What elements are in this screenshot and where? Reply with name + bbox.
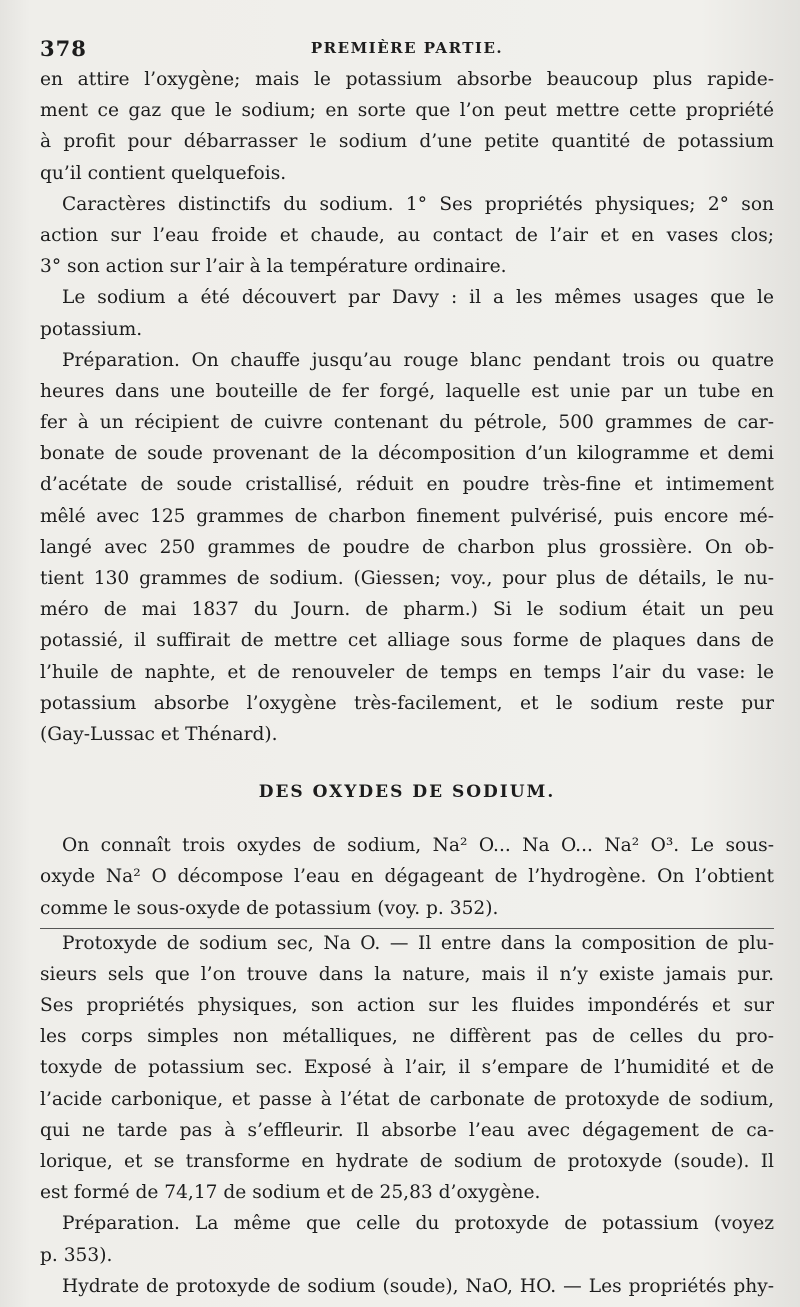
text-line: toxyde de potassium sec. Exposé à l’air, il s’empare de l’humidité et de: [40, 1057, 774, 1079]
section-heading: DES OXYDES DE SODIUM.: [258, 782, 556, 803]
text-line: en attire l’oxygène; mais le potassium absorbe beaucoup plus rapide-: [40, 69, 774, 90]
page-header: [40, 36, 774, 60]
text-line: mêlé avec 125 grammes de charbon finement pulvérisé, puis encore mé-: [40, 505, 774, 527]
text-line: tient 130 grammes de sodium. (Giessen; voy., pour plus de détails, le nu-: [40, 568, 774, 589]
text-line: heures dans une bouteille de fer forgé, laquelle est unie par un tube en: [40, 380, 774, 402]
page-body: [40, 64, 774, 1302]
text-line: l’acide carbonique, et passe à l’état de carbonate de protoxyde de sodium,: [40, 1088, 774, 1110]
text-line: (Gay-Lussac et Thénard).: [40, 723, 278, 745]
text-line: Hydrate de protoxyde de sodium (soude), NaO, HO. — Les propriétés phy-: [62, 1275, 774, 1297]
text-line: sieurs sels que l’on trouve dans la nature, mais il n’y existe jamais pur.: [40, 963, 774, 985]
text-line: Le sodium a été découvert par Davy : il a les mêmes usages que le: [62, 287, 774, 309]
text-line: action sur l’eau froide et chaude, au contact de l’air et en vases clos;: [40, 224, 774, 246]
text-line: méro de mai 1837 du Journ. de pharm.) Si le sodium était un peu: [40, 599, 774, 621]
text-line: Préparation. On chauffe jusqu’au rouge blanc pendant trois ou quatre: [62, 349, 774, 371]
text-line: oxyde Na² O décompose l’eau en dégageant de l’hydrogène. On l’obtient: [40, 866, 774, 888]
text-line: On connaît trois oxydes de sodium, Na² O... Na O... Na² O³. Le sous-: [62, 835, 774, 857]
text-line: qui ne tarde pas à s’effleurir. Il absorbe l’eau avec dégagement de ca-: [40, 1119, 774, 1141]
text-line: potassium.: [40, 318, 143, 340]
page-number: 378: [40, 36, 87, 61]
text-line: comme le sous-oxyde de potassium (voy. p. 352).: [40, 897, 499, 919]
text-line: Caractères distinctifs du sodium. 1° Ses propriétés physiques; 2° son: [62, 193, 774, 215]
text-line: fer à un récipient de cuivre contenant du pétrole, 500 grammes de car-: [40, 412, 774, 434]
text-line: Protoxyde de sodium sec, Na O. — Il entre dans la composition de plu-: [62, 932, 774, 954]
text-line: les corps simples non métalliques, ne diffèrent pas de celles du pro-: [40, 1026, 774, 1048]
text-line: Ses propriétés physiques, son action sur les fluides impondérés et sur: [40, 995, 774, 1017]
text-line: potassié, il suffirait de mettre cet alliage sous forme de plaques dans de: [40, 630, 774, 652]
text-line: ment ce gaz que le sodium; en sorte que l’on peut mettre cette propriété: [40, 100, 774, 122]
text-line: l’huile de naphte, et de renouveler de temps en temps l’air du vase: le: [40, 661, 774, 683]
text-line: 3° son action sur l’air à la température ordinaire.: [40, 256, 507, 278]
text-line: bonate de soude provenant de la décomposition d’un kilogramme et demi: [40, 443, 774, 465]
text-line: qu’il contient quelquefois.: [40, 162, 287, 184]
text-line: lorique, et se transforme en hydrate de sodium de protoxyde (soude). Il: [40, 1151, 774, 1172]
text-line: à profit pour débarrasser le sodium d’une petite quantité de potassium: [40, 131, 774, 153]
text-line: potassium absorbe l’oxygène très-facilement, et le sodium reste pur: [40, 692, 774, 714]
text-line: p. 353).: [40, 1244, 113, 1266]
text-line: Préparation. La même que celle du protoxyde de potassium (voyez: [62, 1213, 774, 1235]
text-line: est formé de 74,17 de sodium et de 25,83 d’oxygène.: [40, 1182, 541, 1204]
text-line: d’acétate de soude cristallisé, réduit en poudre très-fine et intimement: [40, 474, 774, 496]
text-line: langé avec 250 grammes de poudre de charbon plus grossière. On ob-: [40, 536, 774, 558]
running-title: PREMIÈRE PARTIE.: [310, 39, 504, 57]
